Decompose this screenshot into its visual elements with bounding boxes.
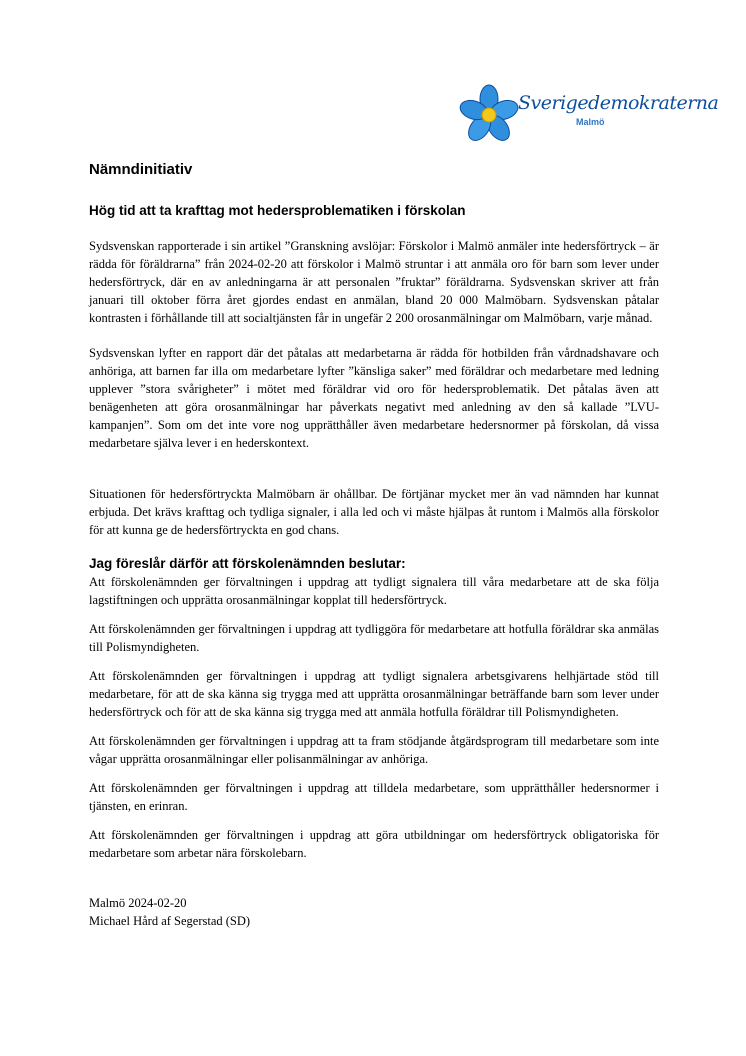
logo-brand-name: Sverigedemokraterna [518,92,719,114]
document-body [89,160,659,930]
proposal-item: Att förskolenämnden ger förvaltningen i uppdrag att tydligt signalera till våra medarbetare att de ska följa lagstiftningen och upprätta orosanmälningar kopplat till hedersförtryck. [89,575,659,607]
signature-name: Michael Hård af Segerstad (SD) [89,914,251,928]
proposal-heading: Jag föreslår därför att förskolenämnden beslutar: [89,556,406,571]
document-type-heading: Nämndinitiativ [89,161,193,178]
proposal-item: Att förskolenämnden ger förvaltningen i uppdrag att tydliggöra för medarbetare att hotfulla föräldrar ska anmälas till Polismyndigheten. [89,622,659,654]
body-paragraph: Sydsvenskan lyfter en rapport där det påtalas att medarbetarna är rädda för hotbilden från vårdnadshavare och anhöriga, att barnen far illa om medarbetare lyfter ”känsliga saker” med föräldrar och medarbetare med ledning upplever ”stora svårigheter” i mötet med föräldrar vid oro för hedersproblematik. Det påtalas även att benägenheten att göra orosanmälningar har påverkats negativt med anledning av den så kallade ”LVU-kampanjen”. Som om det inte vore nog upprätthåller även medarbetare hedersnormer på förskolan, då vissa medarbetare själva lever i en hederskontext. [89,346,659,450]
logo-city-name: Malmö [576,117,605,127]
signature-block [89,894,659,930]
proposal-item: Att förskolenämnden ger förvaltningen i uppdrag att göra utbildningar om hedersförtryck obligatoriska för medarbetare som arbetar nära förskolebarn. [89,828,659,860]
document-title: Hög tid att ta krafttag mot hedersproblematiken i förskolan [89,203,466,218]
proposal-item: Att förskolenämnden ger förvaltningen i uppdrag att ta fram stödjande åtgärdsprogram till medarbetare som inte vågar upprätta orosanmälningar eller polisanmälningar av anhöriga. [89,734,659,766]
proposal-list [89,573,659,862]
proposal-item: Att förskolenämnden ger förvaltningen i uppdrag att tydligt signalera arbetsgivarens helhjärtade stöd till medarbetare, för att de ska känna sig trygga med att upprätta orosanmälningar beträffande barn som lever under hedersförtryck och för att de ska känna sig trygga med att anmäla hotfulla föräldrar till Polismyndigheten. [89,669,659,719]
place-date: Malmö 2024-02-20 [89,896,187,910]
party-logo [458,84,719,146]
body-paragraph: Situationen för hedersförtryckta Malmöbarn är ohållbar. De förtjänar mycket mer än vad nämnden har kunnat erbjuda. Det krävs krafttag och tydliga signaler, i alla led och vi måste hjälpas åt runtom i Malmös alla förskolor för att kunna ge de hedersförtryckta en god chans. [89,487,659,537]
blue-flower-icon [458,84,520,146]
body-paragraph: Sydsvenskan rapporterade i sin artikel ”Granskning avslöjar: Förskolor i Malmö anmäler inte hedersförtryck – är rädda för föräldrarna” från 2024-02-20 att förskolor i Malmö struntar i att anmäla oro för barn som lever under hedersförtryck, där en av anledningarna är att personalen ”fruktar” föräldrarna. Sydsvenskan skriver att från januari till oktober förra året gjordes endast en anmälan, bland 20 000 Malmöbarn. Sydsvenskan påtalar kontrasten i förhållande till att socialtjänsten får in ungefär 2 200 orosanmälningar om Malmöbarn, varje månad. [89,239,659,325]
proposal-item: Att förskolenämnden ger förvaltningen i uppdrag att tilldela medarbetare, som upprätthåller hedersnormer i tjänsten, en erinran. [89,781,659,813]
